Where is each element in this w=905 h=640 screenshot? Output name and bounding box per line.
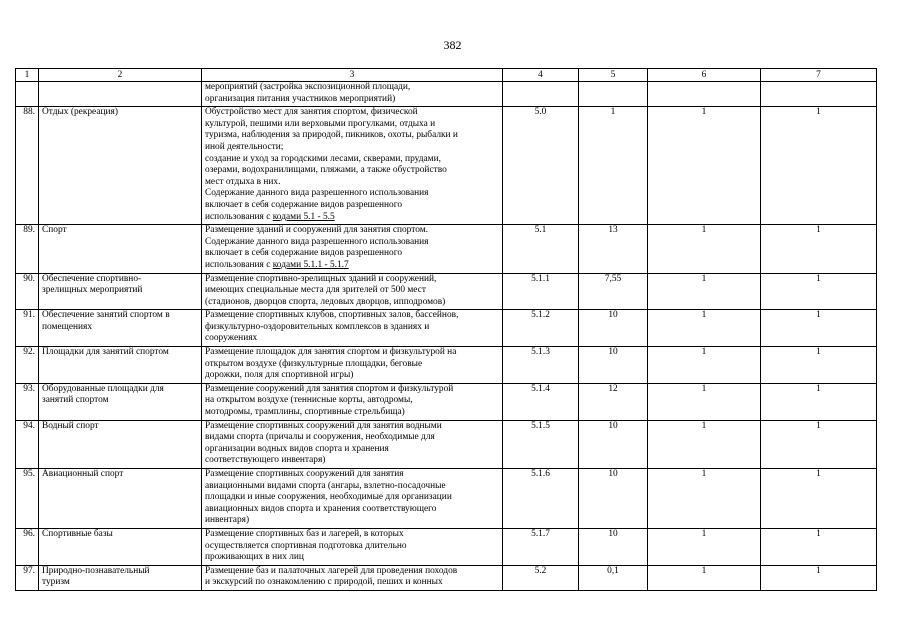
table-row — [16, 469, 877, 529]
row-number: 88. — [16, 107, 39, 225]
column-header: 4 — [503, 69, 579, 82]
column-5-value: 10 — [579, 528, 648, 565]
column-5-value: 7,55 — [579, 273, 648, 310]
empty-cell — [503, 82, 579, 107]
row-number: 91. — [16, 310, 39, 347]
use-type-name: Спортивные базы — [39, 528, 202, 565]
column-header: 1 — [16, 69, 39, 82]
land-use-table — [15, 68, 877, 591]
column-7-value: 1 — [761, 528, 877, 565]
use-type-description — [202, 273, 503, 310]
row-number: 89. — [16, 225, 39, 273]
classifier-code: 5.1.3 — [503, 347, 579, 384]
classifier-code: 5.1.7 — [503, 528, 579, 565]
classifier-code: 5.1.2 — [503, 310, 579, 347]
use-type-description — [202, 107, 503, 225]
use-type-name: Обеспечение спортивно- зрелищных мероприятий — [39, 273, 202, 310]
column-5-value: 0,1 — [579, 565, 648, 590]
use-type-name: Спорт — [39, 225, 202, 273]
use-type-name: Оборудованные площадки для занятий спортом — [39, 383, 202, 420]
column-6-value: 1 — [648, 310, 761, 347]
use-type-description — [202, 565, 503, 590]
row-number: 94. — [16, 420, 39, 468]
row-number: 97. — [16, 565, 39, 590]
table-row — [16, 310, 877, 347]
use-type-name: Обеспечение занятий спортом в помещениях — [39, 310, 202, 347]
column-6-value: 1 — [648, 528, 761, 565]
table-row — [16, 565, 877, 590]
code-reference-link[interactable]: кодами 5.1 - 5.5 — [272, 211, 335, 222]
classifier-code: 5.1.4 — [503, 383, 579, 420]
column-6-value: 1 — [648, 107, 761, 225]
column-7-value: 1 — [761, 420, 877, 468]
column-6-value: 1 — [648, 565, 761, 590]
use-type-description — [202, 310, 503, 347]
column-header: 7 — [761, 69, 877, 82]
column-number-row — [16, 69, 877, 82]
column-header: 3 — [202, 69, 503, 82]
classifier-code: 5.1.6 — [503, 469, 579, 529]
table-row — [16, 273, 877, 310]
column-7-value: 1 — [761, 565, 877, 590]
table-row — [16, 107, 877, 225]
empty-cell — [648, 82, 761, 107]
description-text: Размещение спортивных сооружений для занятия водными видами спорта (причалы и сооружения, необходимые для организации водных видов спорта и хранения соответствующего инвентаря) — [205, 420, 442, 466]
column-7-value: 1 — [761, 107, 877, 225]
use-type-description — [202, 225, 503, 273]
column-7-value: 1 — [761, 310, 877, 347]
use-type-description — [202, 383, 503, 420]
column-5-value: 1 — [579, 107, 648, 225]
column-7-value: 1 — [761, 225, 877, 273]
table-row — [16, 528, 877, 565]
description-text: Размещение зданий и сооружений для занятия спортом. Содержание данного вида разрешенного использования включает в себя содержание видов разрешенного использования с — [205, 225, 429, 270]
column-7-value: 1 — [761, 469, 877, 529]
table-row — [16, 420, 877, 468]
empty-cell — [579, 82, 648, 107]
use-type-name: Авиационный спорт — [39, 469, 202, 529]
table-row — [16, 383, 877, 420]
use-type-description — [202, 347, 503, 384]
column-header: 5 — [579, 69, 648, 82]
empty-cell — [761, 82, 877, 107]
classifier-code: 5.0 — [503, 107, 579, 225]
column-5-value: 10 — [579, 310, 648, 347]
description-text: Размещение сооружений для занятия спортом и физкультурой на открытом воздухе (теннисные корты, автодромы, мотодромы, трамплины, спортивные стрельбища) — [205, 383, 454, 418]
use-type-description — [202, 528, 503, 565]
column-5-value: 10 — [579, 469, 648, 529]
description-text: Размещение площадок для занятия спортом и физкультурой на открытом воздухе (физкультурные площадки, беговые дорожки, поля для спортивной игры) — [205, 347, 457, 381]
column-5-value: 13 — [579, 225, 648, 273]
column-7-value: 1 — [761, 383, 877, 420]
description-text: Обустройство мест для занятия спортом, физической культурой, пешими или верховыми прогулками, отдыха и туризма, наблюдения за природой, пикников, охоты, рыбалки и иной деятельности; создание и уход за городскими лесами, скверами, прудами, озерами, водохранилищами, пляжами, а также обустройство мест отдыха в них. Содержание данного вида разрешенного использования включает в себя содержание видов разрешенного использования с — [205, 107, 458, 222]
column-6-value: 1 — [648, 273, 761, 310]
classifier-code: 5.1.5 — [503, 420, 579, 468]
column-5-value: 10 — [579, 420, 648, 468]
classifier-code: 5.2 — [503, 565, 579, 590]
description-text: Размещение спортивных сооружений для занятия авиационными видами спорта (ангары, взлетно-посадочные площадки и иные сооружения, необходимые для организации авиационных видов спорта и хранения соответствующего инвентаря) — [205, 469, 452, 526]
continuation-text: мероприятий (застройка экспозиционной площади, организация питания участников мероприятий) — [202, 82, 503, 107]
classifier-code: 5.1 — [503, 225, 579, 273]
use-type-name: Отдых (рекреация) — [39, 107, 202, 225]
code-reference-link[interactable]: кодами 5.1.1 - 5.1.7 — [272, 259, 349, 270]
column-6-value: 1 — [648, 225, 761, 273]
column-6-value: 1 — [648, 347, 761, 384]
column-7-value: 1 — [761, 273, 877, 310]
classifier-code: 5.1.1 — [503, 273, 579, 310]
use-type-name: Водный спорт — [39, 420, 202, 468]
column-header: 6 — [648, 69, 761, 82]
description-text: Размещение спортивно-зрелищных зданий и сооружений, имеющих специальные места для зрителей от 500 мест (стадионов, дворцов спорта, ледовых дворцов, ипподромов) — [205, 273, 446, 307]
column-5-value: 12 — [579, 383, 648, 420]
use-type-name: Природно-познавательный туризм — [39, 565, 202, 590]
row-number: 93. — [16, 383, 39, 420]
column-5-value: 10 — [579, 347, 648, 384]
use-type-description — [202, 469, 503, 529]
row-number: 96. — [16, 528, 39, 565]
page-number: 382 — [443, 38, 462, 52]
description-text: Размещение спортивных баз и лагерей, в которых осуществляется спортивная подготовка длительно проживающих в них лиц — [205, 528, 407, 563]
column-7-value: 1 — [761, 347, 877, 384]
column-header: 2 — [39, 69, 202, 82]
description-text: Размещение спортивных клубов, спортивных залов, бассейнов, физкультурно-оздоровительных комплексов в зданиях и сооружениях — [205, 310, 459, 344]
continuation-row — [16, 82, 877, 107]
empty-cell — [16, 82, 39, 107]
row-number: 95. — [16, 469, 39, 529]
empty-cell — [39, 82, 202, 107]
column-6-value: 1 — [648, 420, 761, 468]
description-text: Размещение баз и палаточных лагерей для проведения походов и экскурсий по ознакомлению с природой, пеших и конных — [205, 565, 458, 588]
table-row — [16, 225, 877, 273]
table-row — [16, 347, 877, 384]
column-6-value: 1 — [648, 383, 761, 420]
use-type-description — [202, 420, 503, 468]
column-6-value: 1 — [648, 469, 761, 529]
row-number: 92. — [16, 347, 39, 384]
use-type-name: Площадки для занятий спортом — [39, 347, 202, 384]
row-number: 90. — [16, 273, 39, 310]
